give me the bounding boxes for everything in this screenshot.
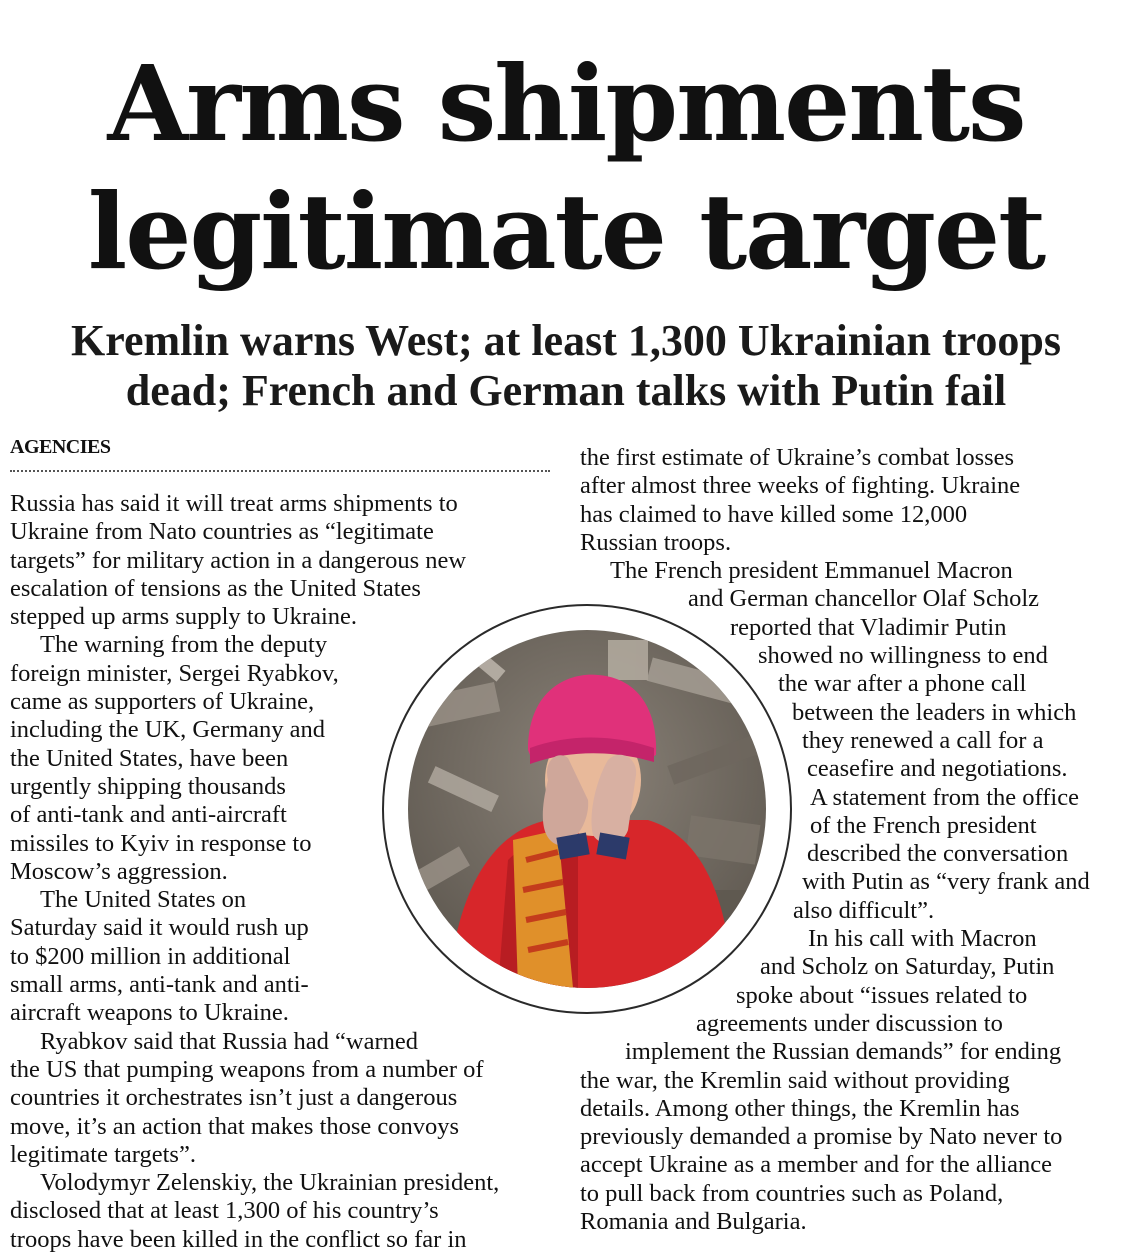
text-line: targets” for military action in a dangerous new: [10, 546, 467, 574]
text-line: missiles to Kyiv in response to: [10, 829, 312, 857]
text-line: between the leaders in which: [792, 698, 1077, 726]
text-line: foreign minister, Sergei Ryabkov,: [10, 659, 339, 687]
text-line: described the conversation: [807, 840, 1069, 868]
text-line: the US that pumping weapons from a number of: [10, 1055, 484, 1083]
text-line: The warning from the deputy: [40, 631, 328, 659]
text-line: details. Among other things, the Kremlin has: [580, 1094, 1020, 1122]
text-line: Volodymyr Zelenskiy, the Ukrainian president,: [40, 1169, 500, 1197]
text-line: aircraft weapons to Ukraine.: [10, 999, 289, 1027]
text-line: they renewed a call for a: [802, 726, 1044, 754]
text-line: A statement from the office: [810, 783, 1079, 811]
text-line: the first estimate of Ukraine’s combat losses: [580, 444, 1015, 471]
headline-line-1: Arms shipments: [107, 42, 1025, 165]
subheadline-line-2: dead; French and German talks with Putin fail: [125, 366, 1007, 415]
text-line: previously demanded a promise by Nato never to: [580, 1123, 1063, 1151]
text-line: stepped up arms supply to Ukraine.: [10, 603, 358, 631]
text-line: after almost three weeks of fighting. Ukraine: [580, 472, 1021, 500]
text-line: Saturday said it would rush up: [10, 914, 309, 942]
text-line: In his call with Macron: [808, 925, 1037, 953]
text-line: and German chancellor Olaf Scholz: [688, 585, 1040, 613]
text-line: with Putin as “very frank and: [802, 868, 1090, 896]
text-line: The United States on: [40, 886, 247, 914]
text-line: including the UK, Germany and: [10, 716, 326, 744]
byline: AGENCIES: [10, 436, 111, 458]
text-line: has claimed to have killed some 12,000: [580, 500, 968, 528]
text-line: legitimate targets”.: [10, 1140, 196, 1168]
text-line: disclosed that at least 1,300 of his country’s: [10, 1197, 439, 1225]
text-line: of anti-tank and anti-aircraft: [10, 801, 287, 829]
text-line: Ukraine from Nato countries as “legitimate: [10, 518, 434, 546]
text-line: accept Ukraine as a member and for the alliance: [580, 1151, 1053, 1179]
text-line: to pull back from countries such as Poland,: [580, 1179, 1004, 1207]
text-line: Romania and Bulgaria.: [580, 1208, 807, 1236]
text-line: Ryabkov said that Russia had “warned: [40, 1027, 419, 1055]
text-line: Russian troops.: [580, 528, 732, 556]
text-line: also difficult”.: [793, 896, 935, 924]
subheadline: [0, 316, 1132, 416]
text-line: move, it’s an action that makes those convoys: [10, 1112, 460, 1140]
text-line: came as supporters of Ukraine,: [10, 688, 315, 716]
text-line: the war, the Kremlin said without providing: [580, 1066, 1010, 1094]
text-line: Moscow’s aggression.: [10, 857, 228, 885]
text-line: agreements under discussion to: [696, 1009, 1003, 1037]
photo-woman-in-rubble: [408, 630, 766, 988]
text-line: reported that Vladimir Putin: [730, 613, 1007, 641]
text-line: and Scholz on Saturday, Putin: [760, 953, 1055, 981]
text-line: of the French president: [810, 811, 1037, 839]
text-line: small arms, anti-tank and anti-: [10, 971, 309, 999]
text-line: urgently shipping thousands: [10, 772, 286, 800]
text-line: The French president Emmanuel Macron: [610, 557, 1013, 585]
headline: [0, 40, 1132, 296]
text-line: the war after a phone call: [778, 670, 1027, 698]
subheadline-line-1: Kremlin warns West; at least 1,300 Ukrainian troops: [70, 316, 1062, 365]
text-line: spoke about “issues related to: [736, 981, 1028, 1009]
text-line: the United States, have been: [10, 744, 289, 772]
text-line: Russia has said it will treat arms shipments to: [10, 490, 458, 517]
headline-line-2: legitimate target: [87, 170, 1045, 293]
text-line: troops have been killed in the conflict so far in: [10, 1225, 467, 1253]
text-line: ceasefire and negotiations.: [807, 755, 1068, 783]
news-photo: [408, 630, 766, 988]
text-line: escalation of tensions as the United States: [10, 574, 421, 602]
text-line: to $200 million in additional: [10, 942, 291, 970]
text-line: implement the Russian demands” for ending: [625, 1038, 1062, 1066]
text-line: countries it orchestrates isn’t just a dangerous: [10, 1084, 458, 1112]
text-line: showed no willingness to end: [758, 642, 1048, 670]
